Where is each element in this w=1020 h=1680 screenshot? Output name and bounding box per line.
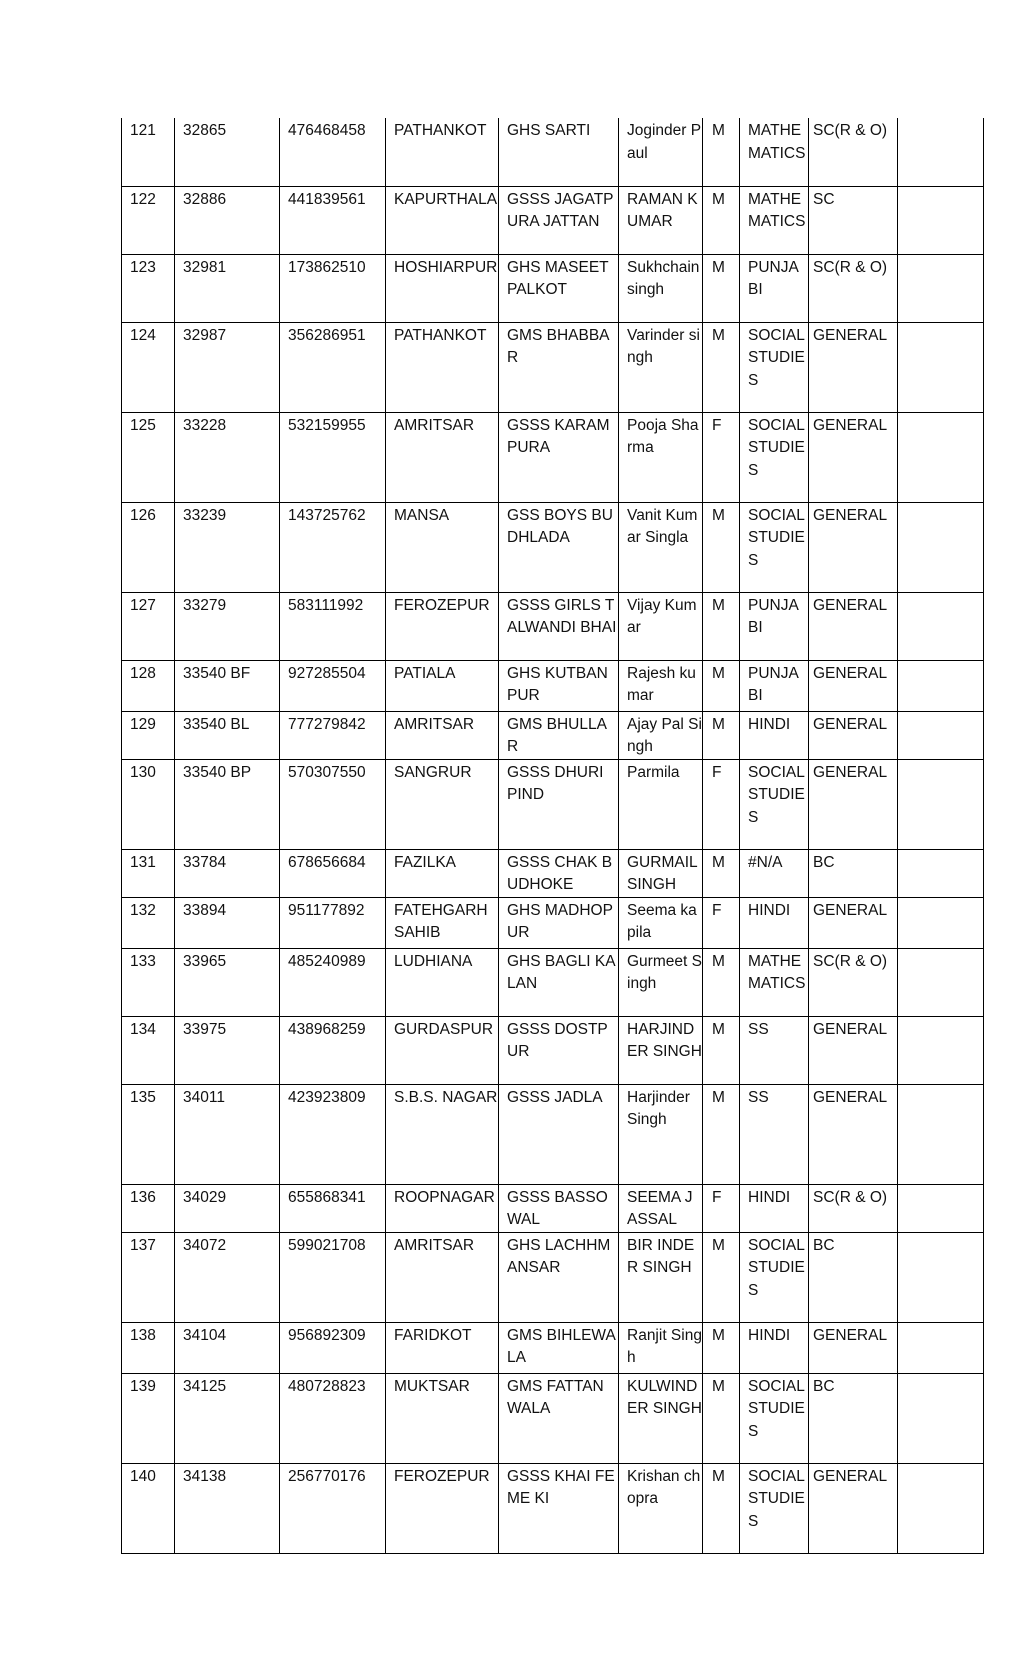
- cell-serial-no: 124: [122, 322, 175, 412]
- cell-serial-no: 123: [122, 254, 175, 322]
- cell-employee-id: 599021708: [280, 1232, 386, 1322]
- cell-empty: [898, 1463, 984, 1553]
- cell-teacher-name: HARJINDER SINGH: [619, 1016, 703, 1084]
- cell-teacher-name: BIR INDER SINGH: [619, 1232, 703, 1322]
- cell-code: 34138: [175, 1463, 280, 1553]
- cell-serial-no: 121: [122, 118, 175, 186]
- cell-code: 33975: [175, 1016, 280, 1084]
- cell-empty: [898, 1232, 984, 1322]
- cell-school: GMS BHULLAR: [499, 711, 619, 759]
- cell-subject: SS: [740, 1084, 809, 1184]
- cell-school: GSSS GIRLS TALWANDI BHAI: [499, 592, 619, 660]
- table-row: [122, 118, 984, 186]
- cell-district: S.B.S. NAGAR: [386, 1084, 499, 1184]
- cell-serial-no: 125: [122, 412, 175, 502]
- table-row: [122, 1184, 984, 1232]
- cell-district: AMRITSAR: [386, 711, 499, 759]
- cell-code: 32981: [175, 254, 280, 322]
- cell-category: GENERAL: [809, 897, 898, 948]
- cell-district: LUDHIANA: [386, 948, 499, 1016]
- cell-school: GHS LACHHMANSAR: [499, 1232, 619, 1322]
- cell-empty: [898, 254, 984, 322]
- cell-gender: M: [703, 1322, 740, 1373]
- cell-empty: [898, 118, 984, 186]
- cell-gender: M: [703, 1016, 740, 1084]
- cell-district: KAPURTHALA: [386, 186, 499, 254]
- table-row: [122, 849, 984, 897]
- cell-category: BC: [809, 1232, 898, 1322]
- cell-employee-id: 583111992: [280, 592, 386, 660]
- cell-district: SANGRUR: [386, 759, 499, 849]
- cell-school: GMS FATTANWALA: [499, 1373, 619, 1463]
- cell-school: GSSS CHAK BUDHOKE: [499, 849, 619, 897]
- cell-teacher-name: Vanit Kumar Singla: [619, 502, 703, 592]
- cell-code: 34104: [175, 1322, 280, 1373]
- table-row: [122, 1463, 984, 1553]
- cell-district: AMRITSAR: [386, 412, 499, 502]
- cell-code: 32987: [175, 322, 280, 412]
- cell-gender: M: [703, 711, 740, 759]
- cell-serial-no: 135: [122, 1084, 175, 1184]
- cell-empty: [898, 502, 984, 592]
- cell-employee-id: 423923809: [280, 1084, 386, 1184]
- table-row: [122, 897, 984, 948]
- cell-gender: M: [703, 186, 740, 254]
- cell-subject: #N/A: [740, 849, 809, 897]
- cell-teacher-name: Rajesh kumar: [619, 660, 703, 711]
- cell-gender: M: [703, 1373, 740, 1463]
- cell-subject: MATHEMATICS: [740, 948, 809, 1016]
- cell-school: GSSS DOSTPUR: [499, 1016, 619, 1084]
- cell-gender: F: [703, 897, 740, 948]
- cell-subject: SS: [740, 1016, 809, 1084]
- cell-employee-id: 438968259: [280, 1016, 386, 1084]
- cell-empty: [898, 759, 984, 849]
- cell-category: GENERAL: [809, 759, 898, 849]
- cell-category: GENERAL: [809, 1016, 898, 1084]
- cell-school: GHS SARTI: [499, 118, 619, 186]
- cell-category: SC(R & O): [809, 948, 898, 1016]
- cell-school: GSSS BASSOWAL: [499, 1184, 619, 1232]
- cell-code: 33540 BP: [175, 759, 280, 849]
- cell-serial-no: 140: [122, 1463, 175, 1553]
- cell-code: 33540 BF: [175, 660, 280, 711]
- cell-school: GHS BAGLI KALAN: [499, 948, 619, 1016]
- cell-subject: HINDI: [740, 897, 809, 948]
- cell-employee-id: 480728823: [280, 1373, 386, 1463]
- cell-district: FEROZEPUR: [386, 592, 499, 660]
- cell-gender: F: [703, 412, 740, 502]
- cell-gender: M: [703, 118, 740, 186]
- cell-gender: M: [703, 322, 740, 412]
- cell-category: GENERAL: [809, 1084, 898, 1184]
- cell-employee-id: 951177892: [280, 897, 386, 948]
- cell-category: GENERAL: [809, 1322, 898, 1373]
- cell-employee-id: 256770176: [280, 1463, 386, 1553]
- table-row: [122, 1232, 984, 1322]
- cell-empty: [898, 1322, 984, 1373]
- cell-teacher-name: KULWINDER SINGH: [619, 1373, 703, 1463]
- cell-employee-id: 532159955: [280, 412, 386, 502]
- cell-subject: MATHEMATICS: [740, 118, 809, 186]
- cell-code: 33784: [175, 849, 280, 897]
- cell-category: GENERAL: [809, 322, 898, 412]
- cell-empty: [898, 412, 984, 502]
- cell-district: MUKTSAR: [386, 1373, 499, 1463]
- cell-teacher-name: Gurmeet Singh: [619, 948, 703, 1016]
- cell-gender: F: [703, 1184, 740, 1232]
- cell-serial-no: 136: [122, 1184, 175, 1232]
- cell-code: 34029: [175, 1184, 280, 1232]
- cell-school: GMS BHABBAR: [499, 322, 619, 412]
- cell-employee-id: 356286951: [280, 322, 386, 412]
- cell-code: 33228: [175, 412, 280, 502]
- cell-gender: M: [703, 1232, 740, 1322]
- cell-school: GSSS JADLA: [499, 1084, 619, 1184]
- table-row: [122, 1016, 984, 1084]
- cell-school: GHS MASEETPALKOT: [499, 254, 619, 322]
- cell-teacher-name: Vijay Kumar: [619, 592, 703, 660]
- cell-employee-id: 678656684: [280, 849, 386, 897]
- cell-employee-id: 570307550: [280, 759, 386, 849]
- cell-serial-no: 137: [122, 1232, 175, 1322]
- cell-subject: HINDI: [740, 1322, 809, 1373]
- cell-subject: SOCIAL STUDIES: [740, 502, 809, 592]
- cell-serial-no: 128: [122, 660, 175, 711]
- cell-employee-id: 655868341: [280, 1184, 386, 1232]
- cell-category: SC(R & O): [809, 1184, 898, 1232]
- cell-district: PATHANKOT: [386, 322, 499, 412]
- cell-district: FAZILKA: [386, 849, 499, 897]
- table-row: [122, 254, 984, 322]
- cell-teacher-name: Varinder singh: [619, 322, 703, 412]
- cell-code: 33965: [175, 948, 280, 1016]
- cell-category: GENERAL: [809, 711, 898, 759]
- cell-serial-no: 127: [122, 592, 175, 660]
- cell-teacher-name: Krishan chopra: [619, 1463, 703, 1553]
- cell-district: MANSA: [386, 502, 499, 592]
- cell-teacher-name: Ajay Pal Singh: [619, 711, 703, 759]
- cell-category: SC(R & O): [809, 254, 898, 322]
- cell-serial-no: 132: [122, 897, 175, 948]
- cell-gender: M: [703, 502, 740, 592]
- cell-district: PATIALA: [386, 660, 499, 711]
- cell-teacher-name: RAMAN KUMAR: [619, 186, 703, 254]
- table-row: [122, 948, 984, 1016]
- cell-gender: F: [703, 759, 740, 849]
- table-row: [122, 502, 984, 592]
- teacher-list-table: [121, 118, 984, 1554]
- cell-school: GSSS JAGATPURA JATTAN: [499, 186, 619, 254]
- cell-employee-id: 777279842: [280, 711, 386, 759]
- cell-subject: SOCIAL STUDIES: [740, 412, 809, 502]
- cell-empty: [898, 897, 984, 948]
- cell-teacher-name: Pooja Sharma: [619, 412, 703, 502]
- cell-subject: PUNJABI: [740, 592, 809, 660]
- cell-code: 34072: [175, 1232, 280, 1322]
- table-row: [122, 592, 984, 660]
- cell-school: GSS BOYS BUDHLADA: [499, 502, 619, 592]
- cell-subject: PUNJABI: [740, 254, 809, 322]
- cell-district: GURDASPUR: [386, 1016, 499, 1084]
- cell-gender: M: [703, 1084, 740, 1184]
- cell-school: GHS MADHOPUR: [499, 897, 619, 948]
- cell-employee-id: 173862510: [280, 254, 386, 322]
- cell-gender: M: [703, 948, 740, 1016]
- cell-category: BC: [809, 1373, 898, 1463]
- cell-code: 32865: [175, 118, 280, 186]
- table-row: [122, 711, 984, 759]
- cell-subject: MATHEMATICS: [740, 186, 809, 254]
- cell-gender: M: [703, 254, 740, 322]
- cell-empty: [898, 711, 984, 759]
- cell-empty: [898, 1184, 984, 1232]
- table-row: [122, 412, 984, 502]
- cell-code: 34011: [175, 1084, 280, 1184]
- cell-subject: SOCIAL STUDIES: [740, 322, 809, 412]
- cell-serial-no: 131: [122, 849, 175, 897]
- table-row: [122, 660, 984, 711]
- cell-gender: M: [703, 592, 740, 660]
- cell-employee-id: 476468458: [280, 118, 386, 186]
- cell-category: SC(R & O): [809, 118, 898, 186]
- cell-category: GENERAL: [809, 1463, 898, 1553]
- cell-serial-no: 130: [122, 759, 175, 849]
- cell-code: 34125: [175, 1373, 280, 1463]
- cell-serial-no: 139: [122, 1373, 175, 1463]
- cell-serial-no: 134: [122, 1016, 175, 1084]
- cell-code: 33894: [175, 897, 280, 948]
- cell-serial-no: 122: [122, 186, 175, 254]
- cell-serial-no: 129: [122, 711, 175, 759]
- cell-empty: [898, 660, 984, 711]
- table-row: [122, 1322, 984, 1373]
- cell-teacher-name: Seema kapila: [619, 897, 703, 948]
- cell-category: GENERAL: [809, 660, 898, 711]
- cell-category: GENERAL: [809, 592, 898, 660]
- cell-code: 32886: [175, 186, 280, 254]
- cell-employee-id: 143725762: [280, 502, 386, 592]
- cell-empty: [898, 1373, 984, 1463]
- cell-district: FEROZEPUR: [386, 1463, 499, 1553]
- cell-school: GHS KUTBANPUR: [499, 660, 619, 711]
- cell-empty: [898, 948, 984, 1016]
- cell-gender: M: [703, 849, 740, 897]
- table-row: [122, 1373, 984, 1463]
- cell-employee-id: 927285504: [280, 660, 386, 711]
- cell-district: HOSHIARPUR: [386, 254, 499, 322]
- cell-employee-id: 441839561: [280, 186, 386, 254]
- table-row: [122, 1084, 984, 1184]
- cell-empty: [898, 592, 984, 660]
- cell-teacher-name: GURMAIL SINGH: [619, 849, 703, 897]
- cell-school: GMS BIHLEWALA: [499, 1322, 619, 1373]
- cell-category: SC: [809, 186, 898, 254]
- table-row: [122, 322, 984, 412]
- cell-subject: PUNJABI: [740, 660, 809, 711]
- cell-subject: SOCIAL STUDIES: [740, 1232, 809, 1322]
- cell-empty: [898, 322, 984, 412]
- cell-serial-no: 133: [122, 948, 175, 1016]
- cell-school: GSSS KARAMPURA: [499, 412, 619, 502]
- cell-subject: SOCIAL STUDIES: [740, 1463, 809, 1553]
- cell-teacher-name: Harjinder Singh: [619, 1084, 703, 1184]
- cell-code: 33540 BL: [175, 711, 280, 759]
- cell-empty: [898, 1084, 984, 1184]
- cell-school: GSSS DHURI PIND: [499, 759, 619, 849]
- cell-category: GENERAL: [809, 412, 898, 502]
- cell-empty: [898, 849, 984, 897]
- cell-district: PATHANKOT: [386, 118, 499, 186]
- cell-subject: HINDI: [740, 1184, 809, 1232]
- cell-district: FARIDKOT: [386, 1322, 499, 1373]
- cell-gender: M: [703, 1463, 740, 1553]
- cell-district: ROOPNAGAR: [386, 1184, 499, 1232]
- cell-code: 33239: [175, 502, 280, 592]
- cell-subject: SOCIAL STUDIES: [740, 1373, 809, 1463]
- cell-teacher-name: SEEMA JASSAL: [619, 1184, 703, 1232]
- table-row: [122, 759, 984, 849]
- cell-district: FATEHGARH SAHIB: [386, 897, 499, 948]
- cell-category: BC: [809, 849, 898, 897]
- cell-empty: [898, 186, 984, 254]
- cell-school: GSSS KHAI FEME KI: [499, 1463, 619, 1553]
- cell-teacher-name: Sukhchain singh: [619, 254, 703, 322]
- cell-gender: M: [703, 660, 740, 711]
- table-row: [122, 186, 984, 254]
- cell-category: GENERAL: [809, 502, 898, 592]
- cell-employee-id: 485240989: [280, 948, 386, 1016]
- cell-subject: SOCIAL STUDIES: [740, 759, 809, 849]
- cell-subject: HINDI: [740, 711, 809, 759]
- cell-district: AMRITSAR: [386, 1232, 499, 1322]
- cell-empty: [898, 1016, 984, 1084]
- cell-serial-no: 126: [122, 502, 175, 592]
- cell-teacher-name: Ranjit Singh: [619, 1322, 703, 1373]
- cell-code: 33279: [175, 592, 280, 660]
- cell-serial-no: 138: [122, 1322, 175, 1373]
- cell-employee-id: 956892309: [280, 1322, 386, 1373]
- cell-teacher-name: Joginder Paul: [619, 118, 703, 186]
- cell-teacher-name: Parmila: [619, 759, 703, 849]
